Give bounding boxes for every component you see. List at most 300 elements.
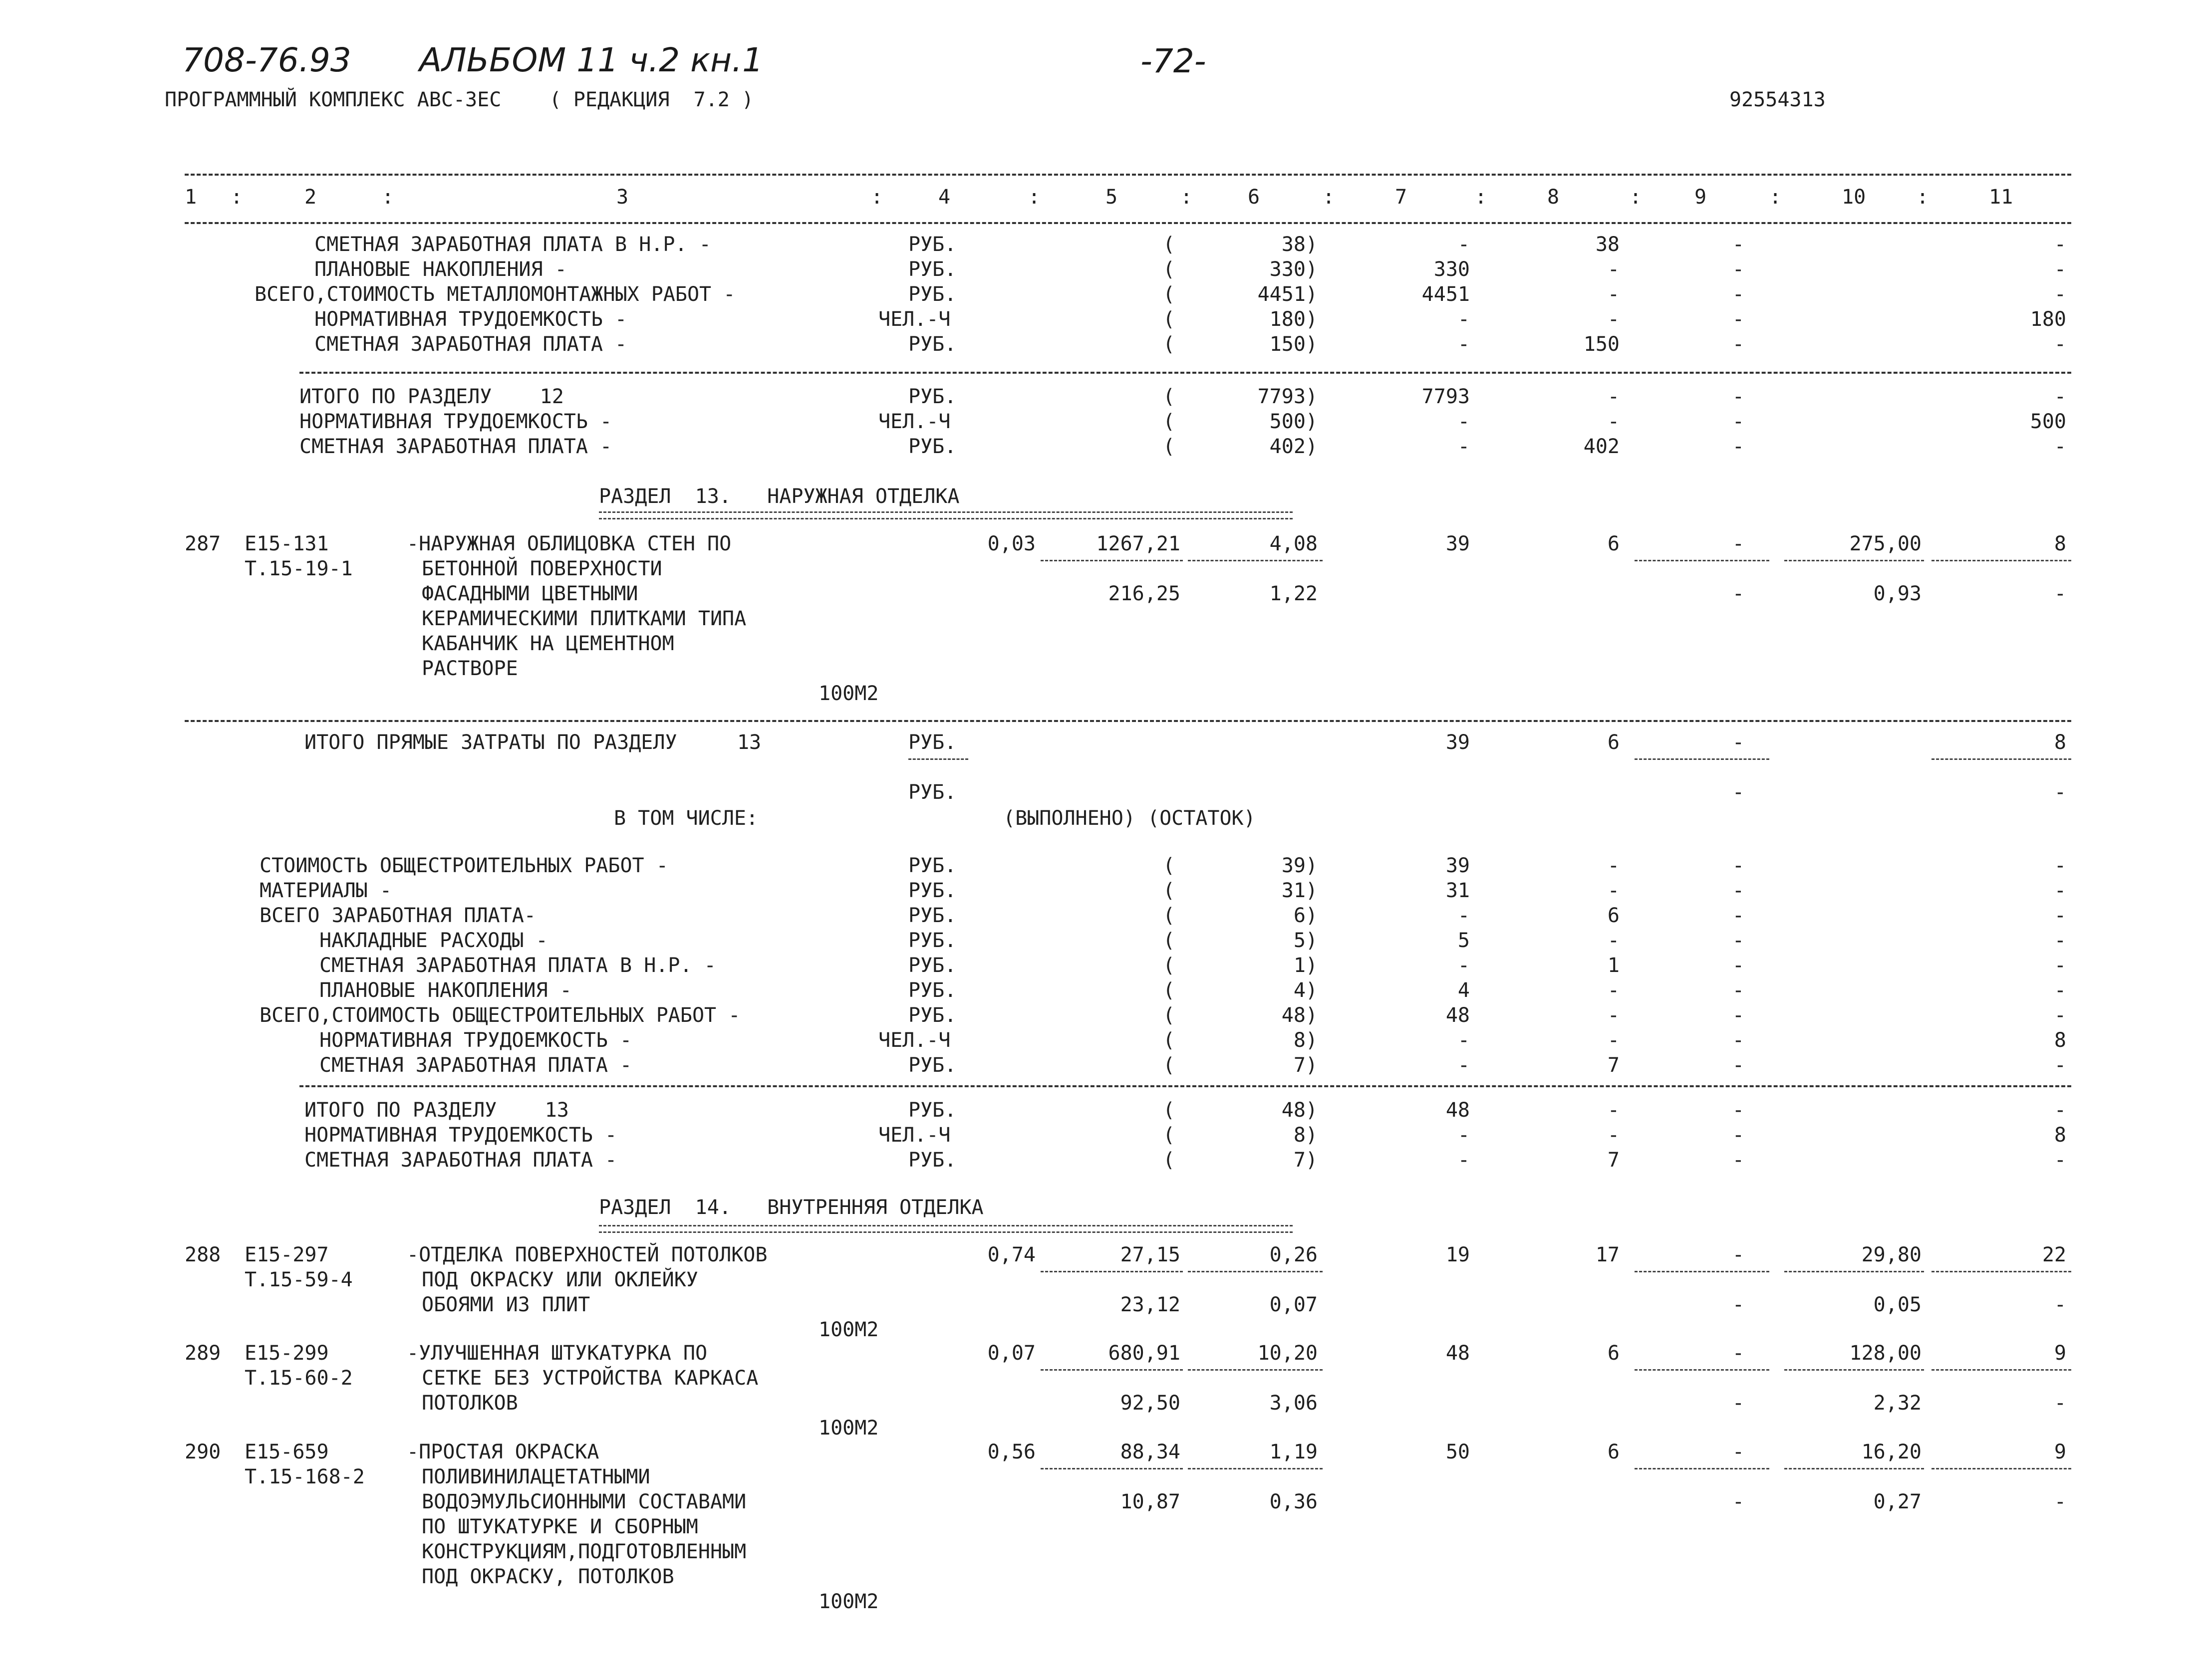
item-288-col10-second: 0,05 [1873,1293,1922,1316]
sec13-breakdown-row-col7: 5 [1457,929,1470,952]
item-287-description-line: КАБАНЧИК НА ЦЕМЕНТНОМ [422,632,674,655]
column-separator: : [1323,186,1335,209]
sec12-total-row-col9: - [1732,435,1744,458]
sec12-total-row-col8: 402 [1583,435,1620,458]
sec12-tail-row-col8: - [1607,283,1620,306]
item-290-description-line: ВОДОЭМУЛЬСИОННЫМИ СОСТАВАМИ [422,1490,747,1513]
sec13-breakdown-row-col11: - [2054,954,2066,977]
sec12-tail-row-col8: - [1607,258,1620,281]
column-separator: : [1180,186,1193,209]
sec12-tail-row-label: СМЕТНАЯ ЗАРАБОТНАЯ ПЛАТА - [314,333,627,356]
sec13-direct-costs-label: ИТОГО ПРЯМЫЕ ЗАТРАТЫ ПО РАЗДЕЛУ 13 [304,731,762,754]
sec13-direct-col7: 39 [1445,731,1470,754]
item-287-col9-second: - [1732,582,1744,605]
sec13-breakdown-row-label: СТОИМОСТЬ ОБЩЕСТРОИТЕЛЬНЫХ РАБОТ - [260,854,668,877]
header-rule-top [185,174,2071,176]
item-289-col4: 0,07 [987,1342,1036,1365]
item-288-col10-rule [1784,1271,1924,1272]
sec13-direct-col9-second: - [1732,781,1744,804]
sec13-total-row-unit: ЧЕЛ.-Ч [878,1124,951,1147]
item-287-col5-rule [1041,560,1183,561]
sec13-total-row-label: НОРМАТИВНАЯ ТРУДОЕМКОСТЬ - [304,1124,617,1147]
sec12-tail-row-label: ВСЕГО,СТОИМОСТЬ МЕТАЛЛОМОНТАЖНЫХ РАБОТ - [255,283,736,306]
sec12-tail-row-paren: ( [1163,308,1175,331]
item-287-col10-rule [1784,560,1924,561]
item-289-description-line: ПОТОЛКОВ [422,1392,518,1415]
sec12-total-row-col9: - [1732,385,1744,408]
section-14-title: РАЗДЕЛ 14. ВНУТРЕННЯЯ ОТДЕЛКА [599,1196,984,1219]
sec13-total-row-label: СМЕТНАЯ ЗАРАБОТНАЯ ПЛАТА - [304,1149,617,1172]
column-header-4: 4 [938,186,951,209]
item-290-col5-second: 10,87 [1120,1490,1180,1513]
sec12-tail-row-col9: - [1732,258,1744,281]
item-290-col6: 1,19 [1269,1440,1318,1463]
item-288-col5-rule [1041,1271,1183,1272]
item-290-unit: 100М2 [819,1590,879,1613]
sec13-total-row-col9: - [1732,1149,1744,1172]
sec13-breakdown-row-label: СМЕТНАЯ ЗАРАБОТНАЯ ПЛАТА - [319,1054,632,1077]
item-288-col8: 17 [1595,1243,1620,1266]
item-290-col6-rule [1188,1468,1323,1469]
sec13-breakdown-row-paren: ( [1163,1054,1175,1077]
item-288-col7: 19 [1445,1243,1470,1266]
sec12-tail-row-col6: 180) [1269,308,1318,331]
column-header-2: 2 [304,186,317,209]
rule-sec13-direct [185,720,2071,722]
sec12-tail-row-label: ПЛАНОВЫЕ НАКОПЛЕНИЯ - [314,258,567,281]
sec12-total-row-unit: РУБ. [908,385,957,408]
column-header-1: 1 [185,186,197,209]
sec13-total-row-col7: - [1457,1149,1470,1172]
sec13-breakdown-row-col11: - [2054,979,2066,1002]
item-287-description-line: РАСТВОРЕ [422,657,518,680]
sec13-breakdown-row-col7: 48 [1445,1004,1470,1027]
sec13-total-row-col11: - [2054,1149,2066,1172]
sec13-breakdown-row-label: ВСЕГО ЗАРАБОТНАЯ ПЛАТА- [260,904,536,927]
sec13-total-row-col6: 48) [1281,1099,1318,1122]
item-289-col9: - [1732,1342,1744,1365]
handwritten-code: 708-76.93 [182,41,351,79]
column-separator: : [1630,186,1642,209]
item-288-col9-second: - [1732,1293,1744,1316]
sec12-tail-row-col11: - [2054,283,2066,306]
sec13-total-row-col9: - [1732,1099,1744,1122]
item-288-number: 288 [185,1243,221,1266]
sec13-breakdown-row-col9: - [1732,879,1744,902]
item-288-description-line: ОБОЯМИ ИЗ ПЛИТ [422,1293,590,1316]
item-288-col10: 29,80 [1861,1243,1922,1266]
item-288-col4: 0,74 [987,1243,1036,1266]
sec13-breakdown-row-col6: 4) [1293,979,1318,1002]
sec12-tail-row-col7: 4451 [1421,283,1470,306]
sec13-breakdown-row-paren: ( [1163,929,1175,952]
item-287-col11: 8 [2054,532,2066,555]
sec13-total-row-col7: - [1457,1124,1470,1147]
sec13-breakdown-row-unit: РУБ. [908,1054,957,1077]
sec13-total-row-col8: 7 [1607,1149,1620,1172]
sec13-breakdown-row-col11: - [2054,1004,2066,1027]
column-separator: : [1917,186,1929,209]
sec13-breakdown-row-col11: - [2054,854,2066,877]
program-title: ПРОГРАММНЫЙ КОМПЛЕКС АВС-3ЕС ( РЕДАКЦИЯ 7.2 ) [165,88,754,111]
item-290-col11-second: - [2054,1490,2066,1513]
sec12-total-row-col6: 500) [1269,410,1318,433]
sec13-breakdown-row-col7: - [1457,954,1470,977]
sec12-tail-row-unit: ЧЕЛ.-Ч [878,308,951,331]
column-header-10: 10 [1842,186,1866,209]
item-290-col11-rule [1932,1468,2071,1469]
item-288-col5: 27,15 [1120,1243,1180,1266]
item-290-description-line: ПО ШТУКАТУРКЕ И СБОРНЫМ [422,1515,698,1538]
sec13-breakdown-row-col8: 6 [1607,904,1620,927]
item-289-col5-rule [1041,1369,1183,1371]
sec12-tail-row-col9: - [1732,233,1744,256]
item-290-col4: 0,56 [987,1440,1036,1463]
sec13-direct-col11-rule [1932,758,2071,760]
sec12-tail-row-col6: 150) [1269,333,1318,356]
sec12-tail-row-paren: ( [1163,258,1175,281]
sec13-breakdown-row-col7: - [1457,1054,1470,1077]
item-287-description-line: КЕРАМИЧЕСКИМИ ПЛИТКАМИ ТИПА [422,607,747,630]
sec13-breakdown-row-unit: РУБ. [908,904,957,927]
sec13-breakdown-row-col6: 1) [1293,954,1318,977]
column-header-6: 6 [1248,186,1260,209]
handwritten-page-number: -72- [1140,42,1206,80]
item-288-col6-second: 0,07 [1269,1293,1318,1316]
sec12-tail-row-col11: 180 [2030,308,2066,331]
sec13-total-row-unit: РУБ. [908,1099,957,1122]
sec13-direct-col9: - [1732,731,1744,754]
sec13-breakdown-row-label: ПЛАНОВЫЕ НАКОПЛЕНИЯ - [319,979,572,1002]
item-290-col7: 50 [1445,1440,1470,1463]
sec13-breakdown-row-paren: ( [1163,854,1175,877]
sec12-total-row-col11: 500 [2030,410,2066,433]
sec12-total-row-paren: ( [1163,385,1175,408]
sec13-breakdown-row-col7: 4 [1457,979,1470,1002]
item-289-number: 289 [185,1342,221,1365]
item-290-col11: 9 [2054,1440,2066,1463]
item-289-description-line: СЕТКЕ БЕЗ УСТРОЙСТВА КАРКАСА [422,1367,759,1390]
sec13-breakdown-row-col6: 6) [1293,904,1318,927]
item-288-col11: 22 [2042,1243,2066,1266]
item-288-description-line: ПОД ОКРАСКУ ИЛИ ОКЛЕЙКУ [422,1268,698,1291]
item-290-col5-rule [1041,1468,1183,1469]
sec13-breakdown-row-paren: ( [1163,1029,1175,1052]
item-289-unit: 100М2 [819,1417,879,1440]
item-289-col7: 48 [1445,1342,1470,1365]
item-288-description-line: -ОТДЕЛКА ПОВЕРХНОСТЕЙ ПОТОЛКОВ [407,1243,768,1266]
sec12-total-row-col6: 7793) [1257,385,1318,408]
item-289-col11-rule [1932,1369,2071,1371]
sec13-breakdown-row-unit: РУБ. [908,1004,957,1027]
sec13-total-row-label: ИТОГО ПО РАЗДЕЛУ 13 [304,1099,569,1122]
sec13-breakdown-row-col9: - [1732,1029,1744,1052]
sec13-breakdown-row-col8: - [1607,1004,1620,1027]
sec13-total-row-paren: ( [1163,1099,1175,1122]
sec12-tail-row-col11: - [2054,333,2066,356]
item-290-col8: 6 [1607,1440,1620,1463]
item-290-col9-rule [1635,1468,1769,1469]
sec13-breakdown-row-col11: - [2054,929,2066,952]
sec12-total-row-col9: - [1732,410,1744,433]
sec12-tail-row-col8: 38 [1595,233,1620,256]
sec12-tail-row-col11: - [2054,258,2066,281]
sec13-breakdown-row-col9: - [1732,1004,1744,1027]
sec12-total-row-label: СМЕТНАЯ ЗАРАБОТНАЯ ПЛАТА - [299,435,612,458]
item-289-col5: 680,91 [1108,1342,1180,1365]
sec13-breakdown-row-paren: ( [1163,904,1175,927]
column-separator: : [871,186,883,209]
rule-sec12-total [299,372,2071,374]
sec12-total-row-col6: 402) [1269,435,1318,458]
item-290-col6-second: 0,36 [1269,1490,1318,1513]
item-287-number: 287 [185,532,221,555]
item-289-col9-second: - [1732,1392,1744,1415]
sec13-breakdown-row-col11: - [2054,904,2066,927]
item-288-code: Е15-297 [245,1243,329,1266]
sec12-tail-row-col9: - [1732,333,1744,356]
sec12-total-row-col7: - [1457,410,1470,433]
item-289-col9-rule [1635,1369,1769,1371]
section-13-title: РАЗДЕЛ 13. НАРУЖНАЯ ОТДЕЛКА [599,485,960,508]
item-287-col11-second: - [2054,582,2066,605]
item-289-col10: 128,00 [1849,1342,1922,1365]
sec12-total-row-col8: - [1607,385,1620,408]
item-287-col6-second: 1,22 [1269,582,1318,605]
sec13-breakdown-row-col7: - [1457,904,1470,927]
sec13-breakdown-row-unit: РУБ. [908,854,957,877]
sec12-tail-row-col7: - [1457,308,1470,331]
sec12-tail-row-unit: РУБ. [908,233,957,256]
item-288-reference: Т.15-59-4 [245,1268,353,1291]
item-290-description-line: ПОЛИВИНИЛАЦЕТАТНЫМИ [422,1465,650,1488]
sec13-breakdown-row-col11: - [2054,1054,2066,1077]
sec13-total-row-col8: - [1607,1099,1620,1122]
sec13-direct-costs-unit: РУБ. [908,731,957,754]
item-289-description-line: -УЛУЧШЕННАЯ ШТУКАТУРКА ПО [407,1342,708,1365]
sec13-total-row-paren: ( [1163,1124,1175,1147]
sec13-breakdown-row-col9: - [1732,854,1744,877]
sec13-breakdown-row-unit: РУБ. [908,979,957,1002]
sec12-total-row-unit: ЧЕЛ.-Ч [878,410,951,433]
column-separator: : [1028,186,1041,209]
column-separator: : [231,186,243,209]
sec13-breakdown-row-col6: 7) [1293,1054,1318,1077]
column-header-3: 3 [616,186,629,209]
sec12-tail-row-paren: ( [1163,333,1175,356]
column-separator: : [1475,186,1487,209]
item-288-col11-second: - [2054,1293,2066,1316]
item-287-col9-rule [1635,560,1769,561]
sec13-total-row-col6: 8) [1293,1124,1318,1147]
sec13-breakdown-row-col6: 8) [1293,1029,1318,1052]
item-287-unit: 100М2 [819,682,879,705]
sec12-tail-row-col6: 38) [1281,233,1318,256]
item-290-col10-rule [1784,1468,1924,1469]
column-header-5: 5 [1106,186,1118,209]
sec13-breakdown-row-unit: ЧЕЛ.-Ч [878,1029,951,1052]
item-288-col6: 0,26 [1269,1243,1318,1266]
item-289-col6-second: 3,06 [1269,1392,1318,1415]
sec12-tail-row-unit: РУБ. [908,283,957,306]
item-288-col5-second: 23,12 [1120,1293,1180,1316]
sec13-breakdown-row-unit: РУБ. [908,879,957,902]
sec13-total-row-unit: РУБ. [908,1149,957,1172]
sec13-total-row-col11: 8 [2054,1124,2066,1147]
item-290-description-line: -ПРОСТАЯ ОКРАСКА [407,1440,599,1463]
item-290-col10-second: 0,27 [1873,1490,1922,1513]
sec13-breakdown-row-col11: 8 [2054,1029,2066,1052]
sec12-tail-row-col11: - [2054,233,2066,256]
sec13-breakdown-row-col9: - [1732,929,1744,952]
sec12-total-row-paren: ( [1163,435,1175,458]
sec13-breakdown-row-col11: - [2054,879,2066,902]
section-14-title-underline [599,1225,1293,1233]
sec12-tail-row-col8: - [1607,308,1620,331]
item-290-col10: 16,20 [1861,1440,1922,1463]
sec13-breakdown-row-col7: 31 [1445,879,1470,902]
item-290-description-line: ПОД ОКРАСКУ, ПОТОЛКОВ [422,1565,674,1588]
item-287-col5-second: 216,25 [1108,582,1180,605]
sec12-tail-row-label: СМЕТНАЯ ЗАРАБОТНАЯ ПЛАТА В Н.Р. - [314,233,711,256]
sec13-breakdown-row-label: СМЕТНАЯ ЗАРАБОТНАЯ ПЛАТА В Н.Р. - [319,954,716,977]
sec13-breakdown-row-col8: - [1607,929,1620,952]
item-287-description-line: -НАРУЖНАЯ ОБЛИЦОВКА СТЕН ПО [407,532,732,555]
item-290-description-line: КОНСТРУКЦИЯМ,ПОДГОТОВЛЕННЫМ [422,1540,747,1563]
column-header-8: 8 [1547,186,1560,209]
sec12-tail-row-unit: РУБ. [908,333,957,356]
sec12-tail-row-col9: - [1732,308,1744,331]
sec13-breakdown-row-col9: - [1732,954,1744,977]
item-287-col6: 4,08 [1269,532,1318,555]
column-separator: : [1769,186,1782,209]
sec13-breakdown-row-unit: РУБ. [908,929,957,952]
sec12-total-row-col7: 7793 [1421,385,1470,408]
sec13-breakdown-row-col9: - [1732,979,1744,1002]
item-287-reference: Т.15-19-1 [245,557,353,580]
item-290-code: Е15-659 [245,1440,329,1463]
item-289-col10-rule [1784,1369,1924,1371]
sec12-total-row-paren: ( [1163,410,1175,433]
sec13-breakdown-row-col6: 39) [1281,854,1318,877]
item-287-col11-rule [1932,560,2071,561]
sec13-breakdown-row-col8: - [1607,854,1620,877]
column-header-7: 7 [1395,186,1407,209]
item-287-col9: - [1732,532,1744,555]
section-13-title-underline [599,511,1293,519]
handwritten-album: АЛЬБОМ 11 ч.2 кн.1 [419,41,764,79]
item-287-code: Е15-131 [245,532,329,555]
sec12-total-row-unit: РУБ. [908,435,957,458]
sec13-breakdown-row-col6: 48) [1281,1004,1318,1027]
sec13-breakdown-row-paren: ( [1163,879,1175,902]
item-290-reference: Т.15-168-2 [245,1465,365,1488]
item-287-col5: 1267,21 [1096,532,1180,555]
column-header-11: 11 [1989,186,2013,209]
item-287-col10-second: 0,93 [1873,582,1922,605]
item-289-col5-second: 92,50 [1120,1392,1180,1415]
item-288-col9: - [1732,1243,1744,1266]
sec13-total-row-col7: 48 [1445,1099,1470,1122]
item-289-col10-second: 2,32 [1873,1392,1922,1415]
sec12-tail-row-col7: - [1457,333,1470,356]
sec12-total-row-col11: - [2054,385,2066,408]
sec12-total-row-col8: - [1607,410,1620,433]
item-290-col9-second: - [1732,1490,1744,1513]
rule-sec13-total [299,1085,2071,1087]
document-number: 92554313 [1729,88,1826,111]
sec13-breakdown-row-label: ВСЕГО,СТОИМОСТЬ ОБЩЕСТРОИТЕЛЬНЫХ РАБОТ - [260,1004,741,1027]
sec13-breakdown-row-col8: - [1607,979,1620,1002]
sec13-direct-col9-rule [1635,758,1769,760]
sec12-tail-row-col6: 330) [1269,258,1318,281]
item-287-col7: 39 [1445,532,1470,555]
sec13-breakdown-row-paren: ( [1163,979,1175,1002]
sec12-tail-row-col8: 150 [1583,333,1620,356]
sec13-total-row-col6: 7) [1293,1149,1318,1172]
sec12-total-row-label: ИТОГО ПО РАЗДЕЛУ 12 [299,385,564,408]
sec13-total-row-col11: - [2054,1099,2066,1122]
sec13-breakdown-row-paren: ( [1163,1004,1175,1027]
sec12-tail-row-paren: ( [1163,283,1175,306]
item-287-col8: 6 [1607,532,1620,555]
item-287-description-line: БЕТОННОЙ ПОВЕРХНОСТИ [422,557,662,580]
item-287-description-line: ФАСАДНЫМИ ЦВЕТНЫМИ [422,582,638,605]
sec13-breakdown-row-paren: ( [1163,954,1175,977]
sec12-total-row-label: НОРМАТИВНАЯ ТРУДОЕМКОСТЬ - [299,410,612,433]
sec13-total-row-col8: - [1607,1124,1620,1147]
sec12-tail-row-col6: 4451) [1257,283,1318,306]
sec12-total-row-col7: - [1457,435,1470,458]
item-289-code: Е15-299 [245,1342,329,1365]
item-288-unit: 100М2 [819,1318,879,1341]
sec13-breakdown-row-col7: - [1457,1029,1470,1052]
sec13-breakdown-row-col9: - [1732,904,1744,927]
item-287-col6-rule [1188,560,1323,561]
sec12-tail-row-col7: 330 [1433,258,1470,281]
item-288-col9-rule [1635,1271,1769,1272]
item-289-col6-rule [1188,1369,1323,1371]
sec12-total-row-col11: - [2054,435,2066,458]
sec13-breakdown-row-col8: 7 [1607,1054,1620,1077]
sec13-breakdown-row-col6: 31) [1281,879,1318,902]
item-289-col11: 9 [2054,1342,2066,1365]
sec13-total-row-paren: ( [1163,1149,1175,1172]
sec13-breakdown-row-label: НОРМАТИВНАЯ ТРУДОЕМКОСТЬ - [319,1029,632,1052]
sec13-breakdown-row-col8: - [1607,1029,1620,1052]
item-288-col6-rule [1188,1271,1323,1272]
header-rule-bottom [185,222,2071,224]
sec13-direct-unit-rule [908,758,968,760]
item-287-col4: 0,03 [987,532,1036,555]
item-289-col11-second: - [2054,1392,2066,1415]
sec13-direct-col11: 8 [2054,731,2066,754]
item-289-col6: 10,20 [1257,1342,1318,1365]
column-separator: : [382,186,394,209]
item-287-col10: 275,00 [1849,532,1922,555]
item-290-col5: 88,34 [1120,1440,1180,1463]
sec12-tail-row-label: НОРМАТИВНАЯ ТРУДОЕМКОСТЬ - [314,308,627,331]
sec13-direct-col8: 6 [1607,731,1620,754]
sec12-tail-row-paren: ( [1163,233,1175,256]
item-288-col11-rule [1932,1271,2071,1272]
sec13-total-row-col9: - [1732,1124,1744,1147]
sec13-breakdown-row-col6: 5) [1293,929,1318,952]
sec13-breakdown-row-col7: 39 [1445,854,1470,877]
item-290-col9: - [1732,1440,1744,1463]
sec13-breakdown-row-label: НАКЛАДНЫЕ РАСХОДЫ - [319,929,548,952]
sec13-direct-unit-second: РУБ. [908,781,957,804]
